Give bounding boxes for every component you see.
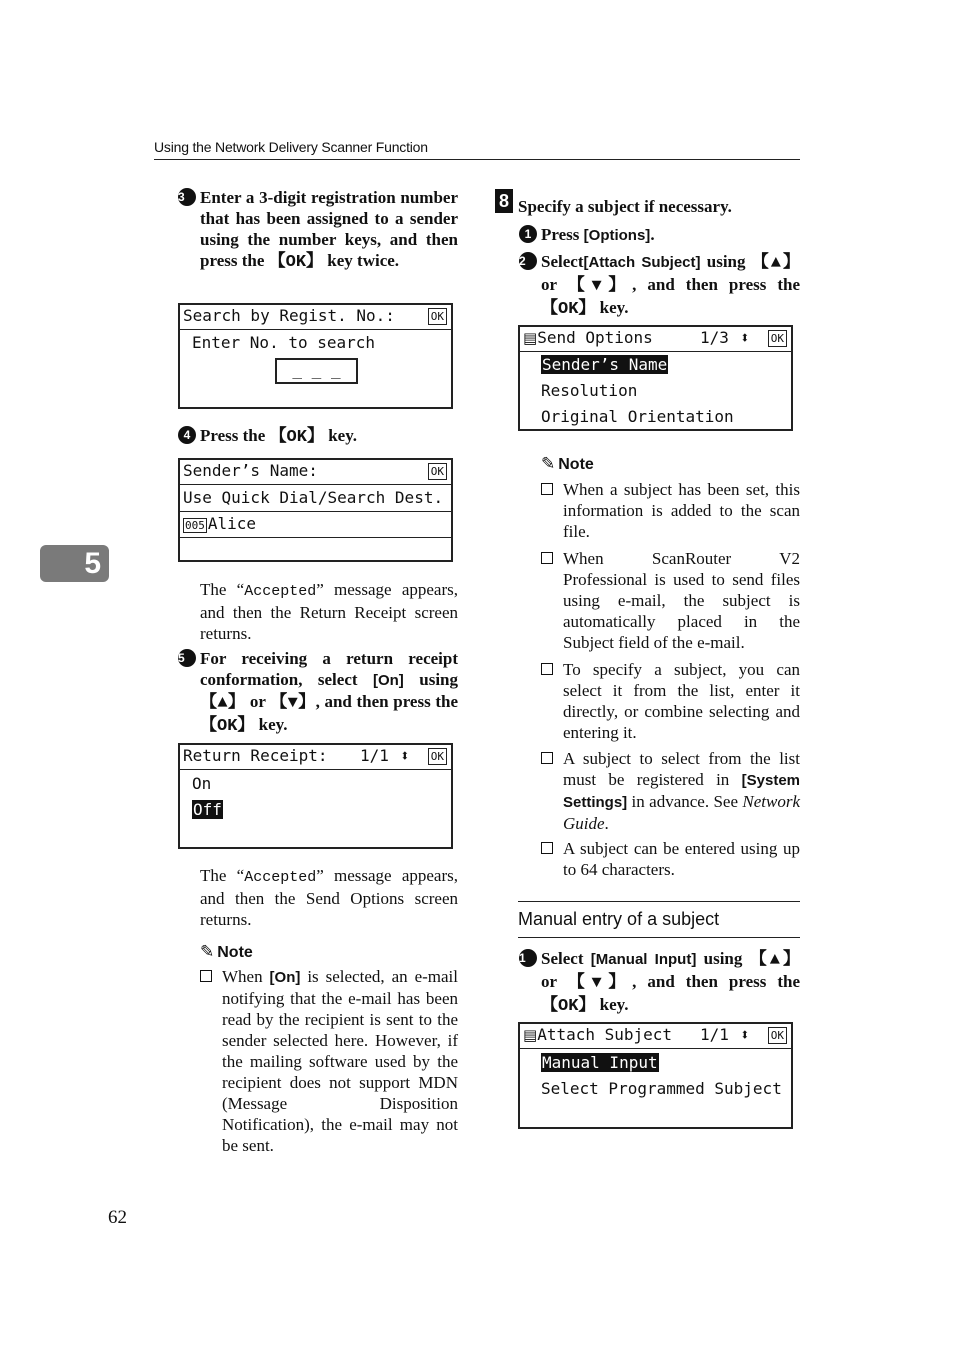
system-settings-key-label: [System Settings] [563, 772, 800, 811]
down-key: 【▼】 [567, 277, 633, 296]
section-title: Manual entry of a subject [518, 909, 720, 929]
lcd-line[interactable]: Use Quick Dial/Search Dest. [183, 488, 444, 507]
step-8: Specify a subject if necessary. [518, 197, 732, 216]
step-text: . [650, 225, 655, 244]
lcd-search-regist [178, 303, 453, 409]
step-text: or [541, 972, 568, 991]
lcd-senders-name [178, 458, 453, 562]
section-rule-bottom [518, 937, 800, 938]
option-selected: Manual Input [542, 1053, 658, 1072]
input-placeholder: _ _ _ [292, 360, 341, 379]
step-4 [183, 425, 458, 448]
ok-indicator: OK [768, 1027, 787, 1044]
step-number: 1 [519, 949, 537, 967]
lcd-line: Enter No. to search [192, 333, 376, 352]
ok-indicator: OK [768, 330, 787, 347]
note-heading [541, 454, 594, 474]
dest-number: 005 [185, 519, 205, 532]
ok-key: 【OK】 [200, 717, 255, 736]
lcd-page-indicator: 1/3 [700, 328, 729, 347]
step-text: or [541, 275, 568, 294]
section-rule-top [518, 901, 800, 902]
pencil-icon: ✎ [541, 454, 556, 474]
text: A subject can be entered using up to 64 characters. [563, 839, 800, 879]
step-text: , and then press the [315, 692, 458, 711]
note-title: Note [217, 944, 253, 961]
lcd-title: Return Receipt: [183, 746, 328, 765]
step-number: 2 [519, 252, 537, 270]
manual-input-key-label: [Manual Input] [590, 951, 697, 968]
lcd-page-indicator: 1/1 [360, 746, 389, 765]
on-key-label: [On] [372, 672, 404, 689]
up-down-arrows-icon: ⬍ [740, 328, 750, 347]
note-item [222, 966, 458, 1156]
step-number: 4 [178, 426, 196, 444]
chapter-tab: 5 [40, 545, 109, 582]
lcd-separator [180, 484, 451, 485]
page-number: 62 [108, 1207, 127, 1228]
ok-indicator: OK [428, 748, 447, 765]
text: When [222, 967, 270, 986]
lcd-title-text: Attach Subject [537, 1025, 673, 1044]
pencil-icon: ✎ [200, 942, 215, 962]
paragraph-accepted-1 [200, 579, 458, 644]
step-number: 1 [519, 225, 537, 243]
lcd-title-text: Send Options [537, 328, 653, 347]
attach-subject-key-label: [Attach Subject] [583, 254, 701, 271]
note-item [563, 548, 800, 653]
text: When a subject has been set, this information is added to the scan file. [563, 480, 800, 541]
text: To specify a subject, you can select it from the list, enter it directly, or combine selecting and entering it. [563, 660, 800, 742]
option-resolution[interactable]: Resolution [541, 381, 638, 400]
text: ” message appears, and then the Return Receipt screen returns. [200, 580, 458, 643]
option-off[interactable] [192, 799, 448, 821]
lcd-separator [180, 537, 451, 538]
checkbox-icon [541, 552, 553, 564]
step-number: 3 [178, 188, 196, 206]
substep-2 [519, 251, 801, 320]
down-key: 【▼】 [270, 694, 316, 713]
step-number: 5 [178, 649, 196, 667]
up-down-arrows-icon: ⬍ [740, 1025, 750, 1044]
step-text: Press [541, 225, 584, 244]
step-text: , and then press the [632, 972, 801, 991]
note-item [563, 659, 800, 743]
option-original-orientation[interactable]: Original Orientation [541, 407, 734, 426]
lcd-page-indicator: 1/1 [700, 1025, 729, 1044]
ok-indicator: OK [428, 308, 447, 325]
text: . [604, 814, 609, 833]
checkbox-icon [541, 842, 553, 854]
step-text: using [696, 949, 750, 968]
step-text: , and then press the [632, 275, 801, 294]
lcd-title: Sender’s Name: [183, 461, 318, 480]
step-text: For receiving a return receipt conformation, select [200, 649, 458, 689]
option-senders-name[interactable] [541, 354, 788, 376]
option-select-programmed-subject[interactable]: Select Programmed Subject [541, 1079, 782, 1098]
text: When ScanRouter V2 Professional is used to send files using e-mail, the subject is automatically placed in the Subject field of the e-mail. [563, 549, 800, 652]
step-text-end: key. [323, 426, 358, 445]
step-text: key. [595, 995, 629, 1014]
step-text: key. [595, 298, 629, 317]
number-input-field[interactable] [275, 358, 358, 384]
lcd-separator [520, 1048, 791, 1049]
checkbox-icon [541, 483, 553, 495]
accepted-code: Accepted [244, 869, 317, 886]
note-item [563, 838, 800, 880]
lcd-separator [180, 329, 451, 330]
ok-key: 【OK】 [541, 997, 596, 1016]
step-text: using [403, 670, 459, 689]
text: The “ [200, 866, 245, 885]
ok-indicator: OK [428, 463, 447, 480]
checkbox-icon [200, 970, 212, 982]
step-text-end: key twice. [323, 251, 400, 270]
note-item [563, 748, 800, 834]
lcd-title: Search by Regist. No.: [183, 306, 395, 325]
network-guide-ref: Network Guide [563, 792, 800, 833]
lcd-return-receipt [178, 743, 453, 849]
on-key-label: [On] [269, 969, 301, 986]
ok-key: 【OK】 [541, 300, 596, 319]
ok-key: 【OK】 [269, 428, 324, 447]
text: A subject to select from the list must be registered in [563, 749, 800, 789]
note-heading [200, 942, 253, 962]
option-selected: Sender’s Name [542, 355, 668, 374]
lcd-destination-row[interactable] [183, 513, 448, 535]
checkbox-icon [541, 752, 553, 764]
option-on[interactable]: On [192, 774, 212, 793]
step-text: Enter a 3-digit registration number that has been assigned to a sender using the number keys, and then press the [200, 188, 458, 270]
text: is selected, an e-mail notifying that the e-mail has been read by the recipient is sent to the sender selected here. However, if the mailing software used by the recipient does not support MDN (Message Disposition Notification), the e-mail may not be sent. [222, 967, 458, 1155]
step-text: Press the [200, 426, 270, 445]
step-text: Select [541, 949, 591, 968]
lcd-attach-subject [518, 1022, 793, 1129]
step-text: Select [541, 252, 584, 271]
document-icon: ▤ [523, 329, 538, 347]
option-off-selected: Off [193, 800, 222, 819]
option-manual-input[interactable] [541, 1052, 788, 1074]
step-8-number: 8 [495, 189, 513, 213]
document-icon: ▤ [523, 1026, 538, 1044]
up-key: 【▲】 [749, 951, 800, 970]
step-text: key. [254, 715, 288, 734]
text: ” message appears, and then the Send Options screen returns. [200, 866, 458, 929]
up-key: 【▲】 [751, 254, 801, 273]
dest-name: Alice [207, 514, 257, 533]
note-title: Note [558, 456, 594, 473]
header-rule [154, 159, 800, 160]
step-text: or [245, 692, 271, 711]
step-5 [178, 648, 459, 737]
accepted-code: Accepted [244, 583, 317, 600]
text: in advance. See [627, 792, 743, 811]
checkbox-icon [541, 663, 553, 675]
paragraph-accepted-2 [200, 865, 458, 930]
options-key-label: [Options] [583, 227, 651, 244]
lcd-separator [520, 351, 791, 352]
up-down-arrows-icon: ⬍ [400, 746, 410, 765]
text: The “ [200, 580, 245, 599]
running-header: Using the Network Delivery Scanner Function [154, 139, 428, 155]
up-key: 【▲】 [200, 694, 246, 713]
ok-key: 【OK】 [268, 253, 324, 272]
substep-1 [524, 224, 800, 246]
down-key: 【▼】 [567, 974, 633, 993]
note-item [563, 479, 800, 542]
substep-manual-1 [519, 948, 801, 1017]
lcd-separator [180, 511, 451, 512]
step-text: using [700, 252, 752, 271]
lcd-separator [180, 769, 451, 770]
lcd-send-options [518, 325, 793, 431]
step-3 [178, 187, 458, 273]
